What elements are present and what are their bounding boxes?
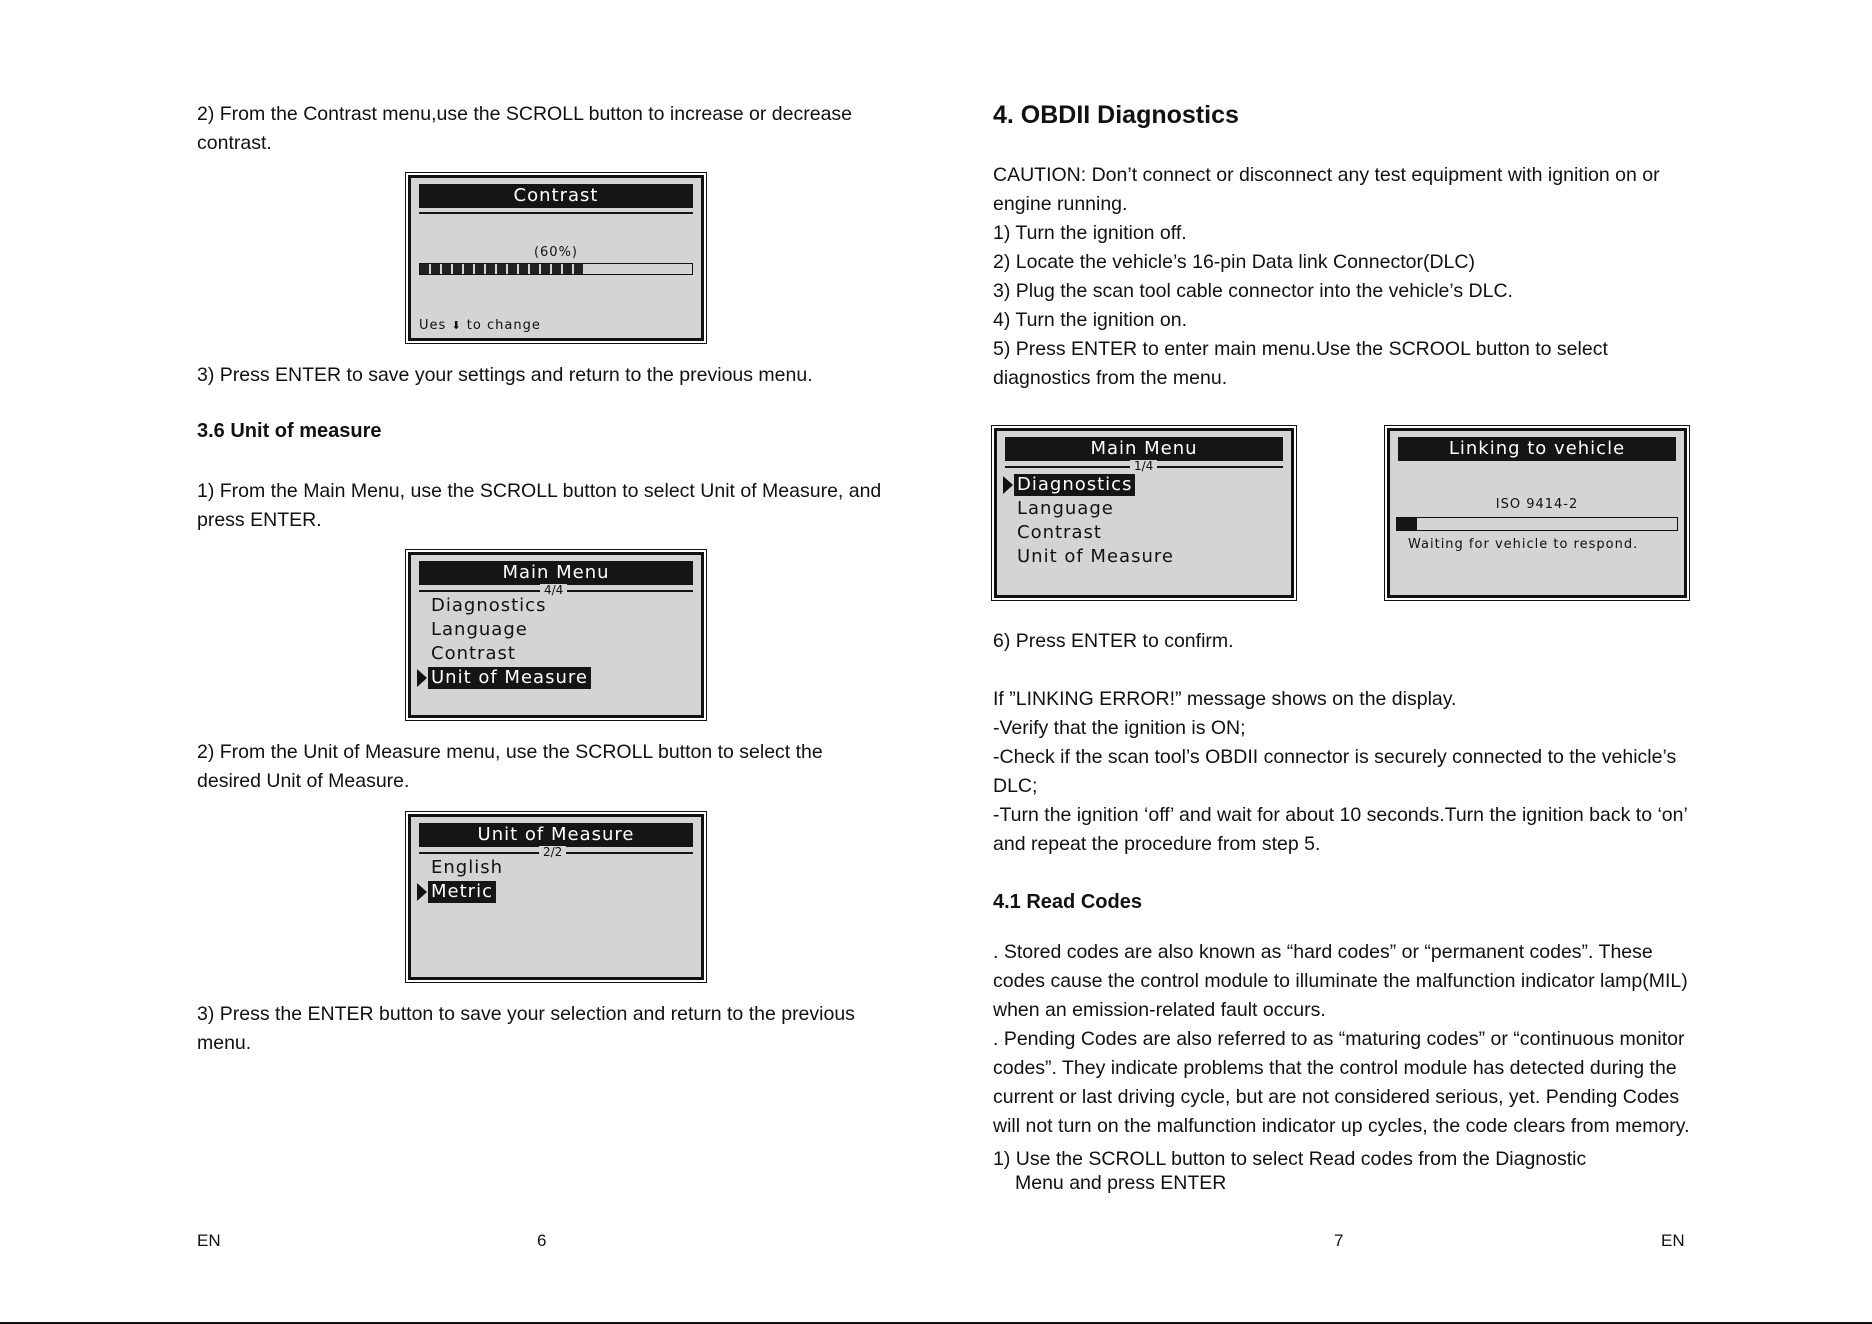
selection-arrow-icon bbox=[1003, 476, 1013, 494]
contrast-step2-line1: 2) From the Contrast menu,use the SCROLL button to increase or decrease bbox=[197, 103, 853, 125]
unit-step3-line1: 3) Press the ENTER button to save your selection and return to the previous bbox=[197, 1003, 855, 1025]
text-line: and repeat the procedure from step 5. bbox=[993, 833, 1321, 855]
unit-of-measure-screen bbox=[408, 814, 704, 980]
contrast-hint bbox=[419, 318, 541, 333]
text-line: 1) Turn the ignition off. bbox=[993, 222, 1187, 244]
contrast-level-bar bbox=[419, 263, 693, 275]
menu-item[interactable]: Unit of Measure bbox=[1017, 546, 1174, 567]
main-menu-title: Main Menu bbox=[1005, 437, 1283, 461]
read-codes-step1-line1: 1) Use the SCROLL button to select Read codes from the Diagnostic bbox=[993, 1148, 1587, 1170]
text-line: 5) Press ENTER to enter main menu.Use the SCROOL button to select bbox=[993, 338, 1608, 360]
unit-step1-line2: press ENTER. bbox=[197, 509, 322, 531]
text-line: If ”LINKING ERROR!” message shows on the display. bbox=[993, 688, 1457, 710]
section-heading-unit-of-measure: 3.6 Unit of measure bbox=[197, 420, 382, 442]
menu-page-indicator: 1/4 bbox=[1130, 460, 1157, 472]
menu-item[interactable]: Diagnostics bbox=[431, 595, 547, 616]
menu-page-indicator: 4/4 bbox=[540, 584, 567, 596]
text-line: 3) Plug the scan tool cable connector into the vehicle’s DLC. bbox=[993, 280, 1513, 302]
unit-step2-line1: 2) From the Unit of Measure menu, use the SCROLL button to select the bbox=[197, 741, 823, 763]
text-line: . Pending Codes are also referred to as “maturing codes” or “continuous monitor bbox=[993, 1028, 1685, 1050]
menu-item[interactable]: Contrast bbox=[431, 643, 516, 664]
menu-item[interactable]: Language bbox=[1017, 498, 1114, 519]
unit-step3-line2: menu. bbox=[197, 1032, 252, 1054]
chapter-heading: 4. OBDII Diagnostics bbox=[993, 101, 1239, 129]
text-line: current or last driving cycle, but are not considered serious, yet. Pending Codes bbox=[993, 1086, 1680, 1108]
contrast-screen bbox=[408, 175, 704, 341]
unit-step1-line1: 1) From the Main Menu, use the SCROLL button to select Unit of Measure, and bbox=[197, 480, 882, 502]
linking-status: Waiting for vehicle to respond. bbox=[1408, 537, 1639, 552]
read-codes-step1-line2: Menu and press ENTER bbox=[1015, 1172, 1227, 1194]
footer-page-number-left: 6 bbox=[537, 1231, 547, 1250]
menu-item[interactable]: Contrast bbox=[1017, 522, 1102, 543]
footer-language-left: EN bbox=[197, 1231, 221, 1250]
menu-item[interactable]: Language bbox=[431, 619, 528, 640]
unit-screen-title: Unit of Measure bbox=[419, 823, 693, 847]
main-menu-screen-right bbox=[994, 428, 1294, 598]
contrast-step3: 3) Press ENTER to save your settings and return to the previous menu. bbox=[197, 364, 813, 386]
linking-progress-bar bbox=[1396, 517, 1678, 531]
text-line: -Check if the scan tool’s OBDII connector is securely connected to the vehicle’s bbox=[993, 746, 1677, 768]
text-line: codes cause the control module to illuminate the malfunction indicator lamp(MIL) bbox=[993, 970, 1688, 992]
contrast-level-fill bbox=[420, 264, 583, 274]
text-line: engine running. bbox=[993, 193, 1128, 215]
contrast-step2-line2: contrast. bbox=[197, 132, 272, 154]
menu-item[interactable]: Unit of Measure bbox=[428, 667, 591, 689]
contrast-percent: (60%) bbox=[533, 245, 579, 260]
text-line: 4) Turn the ignition on. bbox=[993, 309, 1188, 331]
screen-divider bbox=[419, 212, 693, 214]
text-line: -Turn the ignition ‘off’ and wait for about 10 seconds.Turn the ignition back to ‘on’ bbox=[993, 804, 1688, 826]
footer-page-number-right: 7 bbox=[1334, 1231, 1344, 1250]
arrow-down-icon: ⬇ bbox=[451, 319, 462, 332]
text-line: . Stored codes are also known as “hard codes” or “permanent codes”. These bbox=[993, 941, 1653, 963]
linking-screen-title: Linking to vehicle bbox=[1398, 437, 1676, 461]
text-line: codes”. They indicate problems that the control module has detected during the bbox=[993, 1057, 1677, 1079]
selection-arrow-icon bbox=[417, 883, 427, 901]
main-menu-title: Main Menu bbox=[419, 561, 693, 585]
menu-item[interactable]: English bbox=[431, 857, 503, 878]
text-line: -Verify that the ignition is ON; bbox=[993, 717, 1246, 739]
confirm-step: 6) Press ENTER to confirm. bbox=[993, 630, 1234, 652]
footer-language-right: EN bbox=[1661, 1231, 1685, 1250]
contrast-hint-prefix: Ues bbox=[419, 318, 447, 333]
linking-progress-fill bbox=[1397, 518, 1417, 530]
contrast-hint-suffix: to change bbox=[466, 318, 541, 333]
menu-page-indicator: 2/2 bbox=[539, 846, 566, 858]
main-menu-screen-left bbox=[408, 552, 704, 718]
unit-step2-line2: desired Unit of Measure. bbox=[197, 770, 410, 792]
protocol-label: ISO 9414-2 bbox=[1495, 497, 1579, 512]
contrast-screen-title: Contrast bbox=[419, 184, 693, 208]
menu-item[interactable]: Diagnostics bbox=[1014, 474, 1135, 496]
text-line: 2) Locate the vehicle’s 16-pin Data link Connector(DLC) bbox=[993, 251, 1475, 273]
selection-arrow-icon bbox=[417, 669, 427, 687]
menu-item[interactable]: Metric bbox=[428, 881, 496, 903]
text-line: DLC; bbox=[993, 775, 1038, 797]
text-line: when an emission-related fault occurs. bbox=[993, 999, 1326, 1021]
linking-screen bbox=[1387, 428, 1687, 598]
section-heading-read-codes: 4.1 Read Codes bbox=[993, 891, 1142, 913]
text-line: diagnostics from the menu. bbox=[993, 367, 1228, 389]
text-line: CAUTION: Don’t connect or disconnect any test equipment with ignition on or bbox=[993, 164, 1660, 186]
text-line: will not turn on the malfunction indicator up cycles, the code clears from memory. bbox=[993, 1115, 1690, 1137]
